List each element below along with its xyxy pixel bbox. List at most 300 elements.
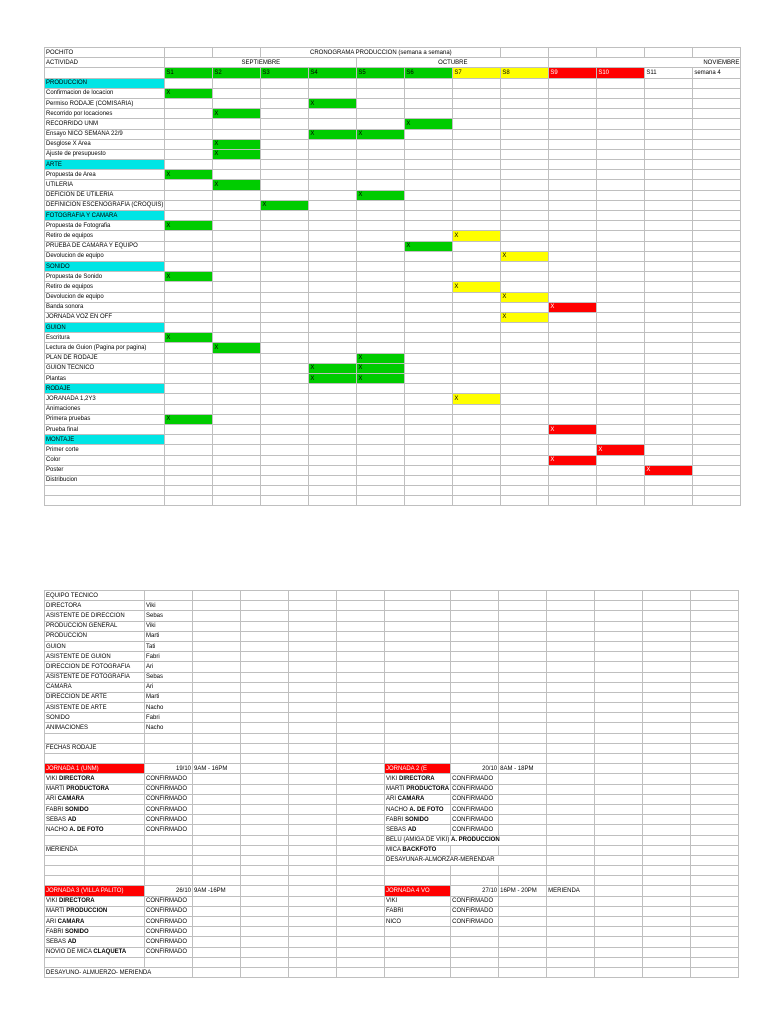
schedule-mark: X <box>645 465 693 475</box>
member-role: PRODUCCION GENERAL <box>45 621 145 631</box>
empty-cell <box>549 374 597 384</box>
empty-cell <box>165 231 213 241</box>
empty-cell <box>385 611 451 621</box>
empty-cell <box>405 384 453 394</box>
empty-cell <box>357 160 405 170</box>
empty-cell <box>213 282 261 292</box>
empty-cell <box>261 109 309 119</box>
section-row <box>45 160 741 170</box>
empty-cell <box>451 591 499 601</box>
empty-cell <box>357 312 405 322</box>
activity-label: Ensayo NICO SEMANA 22/9 <box>45 129 165 139</box>
empty-cell <box>357 272 405 282</box>
empty-cell <box>405 404 453 414</box>
empty-cell <box>691 927 739 937</box>
schedule-mark: X <box>357 190 405 200</box>
empty-cell <box>645 272 693 282</box>
empty-cell <box>145 754 193 764</box>
empty-cell <box>501 282 549 292</box>
empty-cell <box>501 272 549 282</box>
activity-label: Escritura <box>45 333 165 343</box>
empty-cell <box>337 631 385 641</box>
empty-cell <box>597 496 645 506</box>
jornada-date: 27/10 <box>451 886 499 896</box>
crew-member <box>385 794 451 804</box>
member-name: Ari <box>145 662 193 672</box>
empty-cell <box>549 343 597 353</box>
activity-label: Propuesta de Area <box>45 170 165 180</box>
empty-cell <box>643 876 691 886</box>
crew-row <box>45 804 739 814</box>
crew-name: VIKI <box>46 898 60 905</box>
empty-cell <box>693 333 741 343</box>
empty-cell <box>643 652 691 662</box>
activity-label: Lectura de Guion (Pagina por pagina) <box>45 343 165 353</box>
months-row <box>45 58 741 68</box>
empty-cell <box>213 414 261 424</box>
team-member-row <box>45 631 739 641</box>
empty-cell <box>499 754 547 764</box>
empty-cell <box>165 48 213 58</box>
empty-cell <box>595 652 643 662</box>
crew-name: ARI <box>46 918 58 925</box>
empty-cell <box>549 180 597 190</box>
empty-cell <box>693 98 741 108</box>
empty-cell <box>643 682 691 692</box>
crew-role: AD <box>67 816 77 823</box>
empty-cell <box>691 815 739 825</box>
empty-cell <box>645 231 693 241</box>
empty-cell <box>357 180 405 190</box>
empty-cell <box>547 784 595 794</box>
empty-cell <box>645 78 693 88</box>
empty-cell <box>385 621 451 631</box>
activity-row <box>45 374 741 384</box>
empty-cell <box>693 109 741 119</box>
empty-cell <box>261 323 309 333</box>
empty-cell <box>499 774 547 784</box>
activity-label: Propuesta de Fotografia <box>45 221 165 231</box>
crew-member <box>45 815 145 825</box>
section-row <box>45 261 741 271</box>
empty-cell <box>645 384 693 394</box>
empty-cell <box>213 170 261 180</box>
empty-cell <box>549 251 597 261</box>
jornada-extra: MERIENDA <box>547 886 595 896</box>
empty-cell <box>213 424 261 434</box>
empty-cell <box>309 302 357 312</box>
crew-status: CONFIRMADO <box>451 784 499 794</box>
schedule-mark: X <box>501 312 549 322</box>
section-label: RODAJE <box>45 384 165 394</box>
empty-cell <box>645 292 693 302</box>
empty-cell <box>547 947 595 957</box>
empty-cell <box>405 282 453 292</box>
empty-cell <box>693 455 741 465</box>
section-label: FOTOGRAFIA Y CAMARA <box>45 211 165 221</box>
empty-cell <box>691 682 739 692</box>
empty-cell <box>595 794 643 804</box>
empty-cell <box>693 139 741 149</box>
activity-label: Animaciones <box>45 404 165 414</box>
empty-cell <box>309 261 357 271</box>
empty-cell <box>337 611 385 621</box>
empty-cell <box>289 682 337 692</box>
empty-cell <box>501 384 549 394</box>
empty-cell <box>643 917 691 927</box>
schedule-mark: X <box>309 129 357 139</box>
schedule-mark: X <box>213 343 261 353</box>
empty-cell <box>45 486 165 496</box>
empty-cell <box>337 906 385 916</box>
empty-cell <box>597 282 645 292</box>
crew-member <box>45 804 145 814</box>
empty-cell <box>241 906 289 916</box>
empty-cell <box>547 876 595 886</box>
member-name: Sebas <box>145 611 193 621</box>
activity-label: Desglose X Area <box>45 139 165 149</box>
empty-cell <box>645 414 693 424</box>
empty-cell <box>213 88 261 98</box>
empty-cell <box>261 190 309 200</box>
empty-row <box>45 957 739 967</box>
week-header: S7 <box>453 68 501 78</box>
crew-name: FABRI <box>385 906 451 916</box>
section-label: SONIDO <box>45 261 165 271</box>
empty-cell <box>645 160 693 170</box>
team-member-row <box>45 601 739 611</box>
empty-cell <box>691 652 739 662</box>
empty-cell <box>547 855 595 865</box>
empty-cell <box>597 119 645 129</box>
empty-cell <box>597 48 645 58</box>
empty-cell <box>643 794 691 804</box>
crew-member <box>385 784 451 794</box>
empty-cell <box>385 733 451 743</box>
empty-cell <box>595 621 643 631</box>
empty-cell <box>241 733 289 743</box>
activity-label: Primera pruebas <box>45 414 165 424</box>
empty-cell <box>595 957 643 967</box>
empty-cell <box>309 241 357 251</box>
empty-cell <box>337 682 385 692</box>
empty-cell <box>309 221 357 231</box>
activity-row <box>45 241 741 251</box>
meal-label: DESAYUNO- ALMUERZO- MERIENDA <box>45 967 193 977</box>
empty-cell <box>453 251 501 261</box>
empty-cell <box>691 733 739 743</box>
empty-cell <box>289 754 337 764</box>
empty-cell <box>309 200 357 210</box>
empty-cell <box>241 662 289 672</box>
activity-label: PRUEBA DE CAMARA Y EQUIPO <box>45 241 165 251</box>
empty-cell <box>261 435 309 445</box>
jornada-time: 9AM -16PM <box>193 886 241 896</box>
crew-status: CONFIRMADO <box>145 815 193 825</box>
empty-cell <box>405 496 453 506</box>
empty-cell <box>289 917 337 927</box>
empty-cell <box>337 855 385 865</box>
empty-cell <box>691 784 739 794</box>
jornada-header-row <box>45 886 739 896</box>
empty-cell <box>693 323 741 333</box>
empty-cell <box>691 876 739 886</box>
empty-cell <box>193 917 241 927</box>
empty-cell <box>405 465 453 475</box>
empty-cell <box>385 703 451 713</box>
schedule-title-row <box>45 48 741 58</box>
empty-cell <box>547 835 595 845</box>
empty-cell <box>213 384 261 394</box>
empty-cell <box>241 835 289 845</box>
crew-status: CONFIRMADO <box>451 906 499 916</box>
empty-cell <box>289 967 337 977</box>
empty-cell <box>193 621 241 631</box>
empty-cell <box>357 261 405 271</box>
empty-cell <box>261 465 309 475</box>
crew-status: CONFIRMADO <box>145 917 193 927</box>
activity-row <box>45 312 741 322</box>
empty-cell <box>499 804 547 814</box>
activity-label: Retiro de equipos <box>45 282 165 292</box>
empty-cell <box>261 160 309 170</box>
empty-cell <box>261 98 309 108</box>
empty-cell <box>261 78 309 88</box>
crew-row <box>45 794 739 804</box>
empty-cell <box>643 967 691 977</box>
empty-cell <box>405 251 453 261</box>
crew-member <box>45 825 145 835</box>
empty-cell <box>451 611 499 621</box>
empty-cell <box>289 794 337 804</box>
schedule-mark: X <box>309 374 357 384</box>
empty-cell <box>549 404 597 414</box>
empty-cell <box>691 896 739 906</box>
empty-cell <box>453 272 501 282</box>
empty-cell <box>309 475 357 485</box>
crew-role: CAMARA <box>57 796 85 803</box>
crew-member <box>45 947 145 957</box>
empty-cell <box>405 414 453 424</box>
empty-cell <box>337 947 385 957</box>
empty-cell <box>165 486 213 496</box>
crew-name: FABRI <box>46 928 66 935</box>
empty-cell <box>385 957 451 967</box>
activity-row <box>45 180 741 190</box>
empty-cell <box>193 631 241 641</box>
empty-cell <box>451 957 499 967</box>
empty-cell <box>499 682 547 692</box>
empty-cell <box>597 78 645 88</box>
crew-role: CAMARA <box>57 918 85 925</box>
empty-cell <box>595 906 643 916</box>
empty-cell <box>451 621 499 631</box>
empty-cell <box>241 967 289 977</box>
empty-cell <box>289 733 337 743</box>
member-role: DIRECCION DE ARTE <box>45 692 145 702</box>
empty-cell <box>241 825 289 835</box>
activity-label: Permiso RODAJE (COMISARIA) <box>45 98 165 108</box>
schedule-mark: X <box>405 119 453 129</box>
empty-cell <box>309 282 357 292</box>
empty-cell <box>193 601 241 611</box>
empty-cell <box>309 394 357 404</box>
activity-row <box>45 414 741 424</box>
empty-cell <box>499 631 547 641</box>
empty-cell <box>193 876 241 886</box>
activity-row <box>45 98 741 108</box>
empty-cell <box>693 414 741 424</box>
empty-cell <box>165 475 213 485</box>
empty-cell <box>643 804 691 814</box>
empty-cell <box>595 917 643 927</box>
empty-cell <box>693 343 741 353</box>
empty-cell <box>309 180 357 190</box>
activity-label: DEFINICION ESCENOGRAFIA (CROQUIS) <box>45 200 165 210</box>
empty-cell <box>499 845 547 855</box>
empty-cell <box>145 866 193 876</box>
empty-cell <box>213 475 261 485</box>
empty-cell <box>691 906 739 916</box>
empty-cell <box>693 486 741 496</box>
schedule-mark: X <box>213 109 261 119</box>
jornada-time: 9AM - 16PM <box>193 764 241 774</box>
empty-cell <box>549 312 597 322</box>
empty-cell <box>499 917 547 927</box>
empty-cell <box>453 384 501 394</box>
empty-cell <box>213 323 261 333</box>
empty-cell <box>45 876 145 886</box>
member-name: Marti <box>145 692 193 702</box>
empty-cell <box>453 455 501 465</box>
empty-cell <box>501 445 549 455</box>
empty-cell <box>645 251 693 261</box>
team-member-row <box>45 641 739 651</box>
empty-cell <box>193 825 241 835</box>
empty-cell <box>289 723 337 733</box>
empty-cell <box>165 445 213 455</box>
empty-cell <box>357 98 405 108</box>
crew-name: MARTI <box>46 908 67 915</box>
empty-cell <box>597 231 645 241</box>
crew-role: DIRECTORA <box>59 775 95 782</box>
empty-cell <box>241 652 289 662</box>
empty-cell <box>453 343 501 353</box>
activity-label: Primer corte <box>45 445 165 455</box>
empty-cell <box>691 672 739 682</box>
empty-cell <box>693 200 741 210</box>
empty-cell <box>597 486 645 496</box>
empty-cell <box>453 363 501 373</box>
empty-cell <box>405 353 453 363</box>
empty-cell <box>643 692 691 702</box>
empty-cell <box>547 906 595 916</box>
empty-cell <box>501 374 549 384</box>
empty-cell <box>357 282 405 292</box>
empty-cell <box>213 48 261 58</box>
empty-cell <box>213 98 261 108</box>
empty-cell <box>499 794 547 804</box>
empty-cell <box>405 180 453 190</box>
empty-cell <box>337 743 385 753</box>
empty-cell <box>595 927 643 937</box>
empty-cell <box>357 170 405 180</box>
empty-cell <box>499 947 547 957</box>
empty-cell <box>499 825 547 835</box>
crew-name: ARI <box>46 796 58 803</box>
empty-cell <box>193 896 241 906</box>
empty-cell <box>645 302 693 312</box>
empty-cell <box>193 743 241 753</box>
crew-status: CONFIRMADO <box>145 937 193 947</box>
crew-role: SONIDO <box>65 806 89 813</box>
section-row <box>45 384 741 394</box>
empty-cell <box>309 139 357 149</box>
empty-cell <box>289 631 337 641</box>
empty-cell <box>261 282 309 292</box>
empty-cell <box>405 200 453 210</box>
empty-cell <box>549 109 597 119</box>
empty-cell <box>643 764 691 774</box>
empty-cell <box>289 743 337 753</box>
empty-cell <box>499 652 547 662</box>
empty-cell <box>595 896 643 906</box>
crew-name: SEBAS <box>46 816 68 823</box>
empty-cell <box>241 866 289 876</box>
empty-cell <box>309 404 357 414</box>
member-name: Nacho <box>145 703 193 713</box>
activity-row <box>45 363 741 373</box>
empty-cell <box>693 353 741 363</box>
member-role: DIRECCION DE FOTOGRAFIA <box>45 662 145 672</box>
empty-cell <box>213 190 261 200</box>
empty-cell <box>453 323 501 333</box>
empty-cell <box>337 917 385 927</box>
empty-cell <box>357 323 405 333</box>
empty-cell <box>501 353 549 363</box>
empty-cell <box>241 917 289 927</box>
crew-member <box>45 794 145 804</box>
crew-status: CONFIRMADO <box>145 825 193 835</box>
empty-cell <box>499 876 547 886</box>
empty-cell <box>357 292 405 302</box>
empty-cell <box>385 743 451 753</box>
team-title-row <box>45 591 739 601</box>
crew-member <box>45 896 145 906</box>
empty-cell <box>309 231 357 241</box>
activity-label: Color <box>45 455 165 465</box>
empty-cell <box>213 374 261 384</box>
empty-cell <box>453 261 501 271</box>
empty-cell <box>145 743 193 753</box>
dates-title-row <box>45 743 739 753</box>
activity-label: Distribucion <box>45 475 165 485</box>
empty-cell <box>193 611 241 621</box>
empty-cell <box>597 404 645 414</box>
empty-cell <box>241 804 289 814</box>
empty-cell <box>241 641 289 651</box>
empty-cell <box>165 404 213 414</box>
crew-name: MARTI <box>46 786 67 793</box>
empty-cell <box>597 200 645 210</box>
empty-cell <box>405 78 453 88</box>
crew-row <box>45 896 739 906</box>
empty-cell <box>337 794 385 804</box>
crew-row <box>45 825 739 835</box>
crew-member <box>385 815 451 825</box>
empty-cell <box>337 937 385 947</box>
empty-cell <box>309 333 357 343</box>
